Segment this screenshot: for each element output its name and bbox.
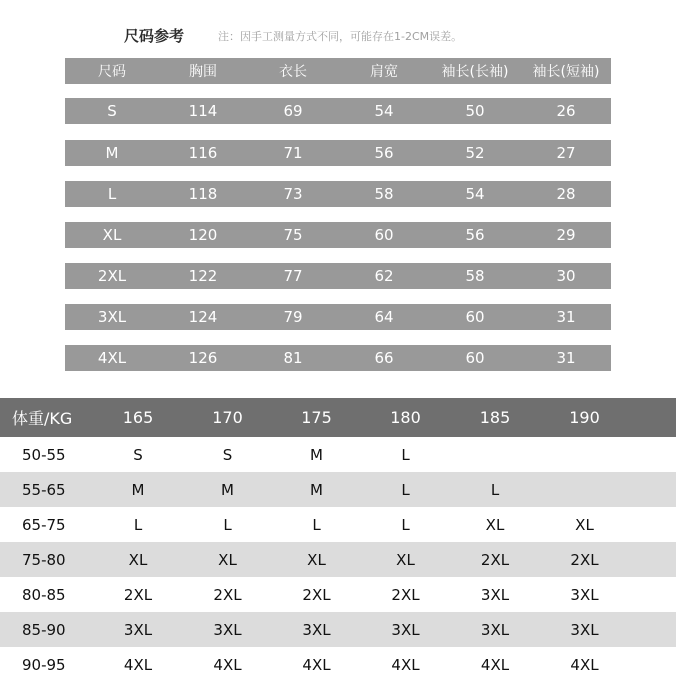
long-sleeve-cell: 52: [465, 144, 485, 162]
length-cell: 69: [283, 102, 303, 120]
length-cell: 77: [283, 267, 303, 285]
size-cell: 3XL: [570, 620, 599, 639]
size-cell: 2XL: [213, 585, 242, 604]
size-cell: XL: [128, 550, 148, 569]
height-header-cell: 180: [390, 408, 421, 427]
weight-range-cell: 65-75: [22, 515, 66, 534]
short-sleeve-cell: 29: [556, 226, 576, 244]
size-cell: 4XL: [302, 655, 331, 674]
size-cell: 2XL: [570, 550, 599, 569]
size-cell: S: [107, 102, 117, 120]
size-cell: L: [107, 185, 117, 203]
size-cell: M: [310, 480, 323, 499]
weight-range-cell: 90-95: [22, 655, 66, 674]
shoulder-cell: 54: [374, 102, 394, 120]
size-cell: L: [223, 515, 232, 534]
length-cell: 75: [283, 226, 303, 244]
short-sleeve-cell: 27: [556, 144, 576, 162]
header-cell: 袖长(长袖): [441, 64, 509, 80]
size-cell: 2XL: [123, 585, 153, 604]
size-cell: S: [133, 445, 143, 464]
size-row: [65, 304, 611, 330]
header-cell: 胸围: [189, 64, 217, 80]
size-cell: 4XL: [480, 655, 510, 674]
measurement-note: 注：因手工测量方式不同，可能存在1-2CM误差。: [218, 30, 463, 43]
weight-range-cell: 80-85: [22, 585, 66, 604]
size-cell: XL: [307, 550, 326, 569]
weight-row: [0, 472, 676, 507]
shoulder-cell: 66: [374, 349, 394, 367]
size-row: [65, 345, 611, 371]
size-cell: XL: [396, 550, 415, 569]
size-cell: 3XL: [123, 620, 153, 639]
weight-range-cell: 85-90: [22, 620, 66, 639]
chest-cell: 124: [188, 308, 218, 326]
size-row: [65, 222, 611, 248]
size-cell: L: [401, 445, 410, 464]
shoulder-cell: 58: [374, 185, 394, 203]
height-header-cell: 190: [569, 408, 600, 427]
size-cell: 3XL: [391, 620, 420, 639]
size-cell: 3XL: [570, 585, 599, 604]
height-header-cell: 170: [212, 408, 243, 427]
size-cell: 4XL: [391, 655, 420, 674]
long-sleeve-cell: 60: [465, 308, 485, 326]
shoulder-cell: 62: [374, 267, 394, 285]
long-sleeve-cell: 58: [465, 267, 485, 285]
chest-cell: 126: [188, 349, 218, 367]
height-header-cell: 175: [301, 408, 332, 427]
weight-range-cell: 50-55: [22, 445, 66, 464]
size-cell: 2XL: [391, 585, 420, 604]
size-cell: 4XL: [213, 655, 242, 674]
weight-row: [0, 437, 676, 472]
size-cell: 3XL: [97, 308, 127, 326]
chest-cell: 116: [188, 144, 218, 162]
short-sleeve-cell: 30: [556, 267, 576, 285]
size-cell: L: [401, 480, 410, 499]
size-cell: L: [401, 515, 410, 534]
size-cell: XL: [485, 515, 505, 534]
header-cell: 尺码: [98, 64, 126, 80]
short-sleeve-cell: 26: [556, 102, 576, 120]
length-cell: 71: [283, 144, 303, 162]
size-cell: 3XL: [480, 620, 510, 639]
shoulder-cell: 56: [374, 144, 394, 162]
weight-row: [0, 647, 676, 682]
weight-header-cell: 体重/KG: [12, 409, 73, 428]
size-cell: 4XL: [97, 349, 127, 367]
chest-cell: 120: [188, 226, 218, 244]
size-cell: 4XL: [570, 655, 599, 674]
size-cell: XL: [575, 515, 594, 534]
size-chart-header: [65, 58, 611, 84]
size-cell: M: [310, 445, 323, 464]
size-row: [65, 140, 611, 166]
short-sleeve-cell: 28: [556, 185, 576, 203]
length-cell: 79: [283, 308, 303, 326]
shoulder-cell: 60: [374, 226, 394, 244]
size-cell: 2XL: [480, 550, 510, 569]
header-cell: 肩宽: [370, 64, 398, 80]
size-cell: XL: [102, 226, 122, 244]
length-cell: 81: [283, 349, 303, 367]
height-header-cell: 185: [479, 408, 511, 427]
header-cell: 衣长: [279, 64, 307, 80]
size-cell: 3XL: [480, 585, 510, 604]
weight-chart-header: [0, 398, 676, 437]
size-row: [65, 98, 611, 124]
length-cell: 73: [283, 185, 303, 203]
size-cell: 2XL: [302, 585, 331, 604]
weight-range-cell: 75-80: [22, 550, 66, 569]
size-row: [65, 181, 611, 207]
size-cell: 3XL: [302, 620, 331, 639]
height-header-cell: 165: [122, 408, 154, 427]
long-sleeve-cell: 50: [465, 102, 485, 120]
size-row: [65, 263, 611, 289]
size-cell: 2XL: [97, 267, 127, 285]
weight-range-cell: 55-65: [22, 480, 66, 499]
size-cell: L: [490, 480, 500, 499]
weight-chart: [0, 398, 676, 676]
chest-cell: 118: [188, 185, 218, 203]
size-cell: L: [133, 515, 143, 534]
size-cell: L: [312, 515, 321, 534]
size-cell: M: [131, 480, 145, 499]
chest-cell: 122: [188, 267, 218, 285]
shoulder-cell: 64: [374, 308, 394, 326]
size-cell: M: [221, 480, 234, 499]
size-chart-title: 尺码参考: [124, 27, 185, 45]
size-cell: S: [222, 445, 233, 464]
weight-row: [0, 542, 676, 577]
header-cell: 袖长(短袖): [532, 64, 600, 80]
size-cell: XL: [218, 550, 237, 569]
long-sleeve-cell: 56: [465, 226, 485, 244]
weight-row: [0, 612, 676, 647]
weight-row: [0, 577, 676, 612]
size-cell: 3XL: [213, 620, 242, 639]
short-sleeve-cell: 31: [556, 349, 576, 367]
weight-row: [0, 507, 676, 542]
chest-cell: 114: [188, 102, 218, 120]
long-sleeve-cell: 60: [465, 349, 485, 367]
short-sleeve-cell: 31: [556, 308, 576, 326]
size-cell: M: [105, 144, 119, 162]
size-cell: 4XL: [123, 655, 153, 674]
long-sleeve-cell: 54: [465, 185, 485, 203]
